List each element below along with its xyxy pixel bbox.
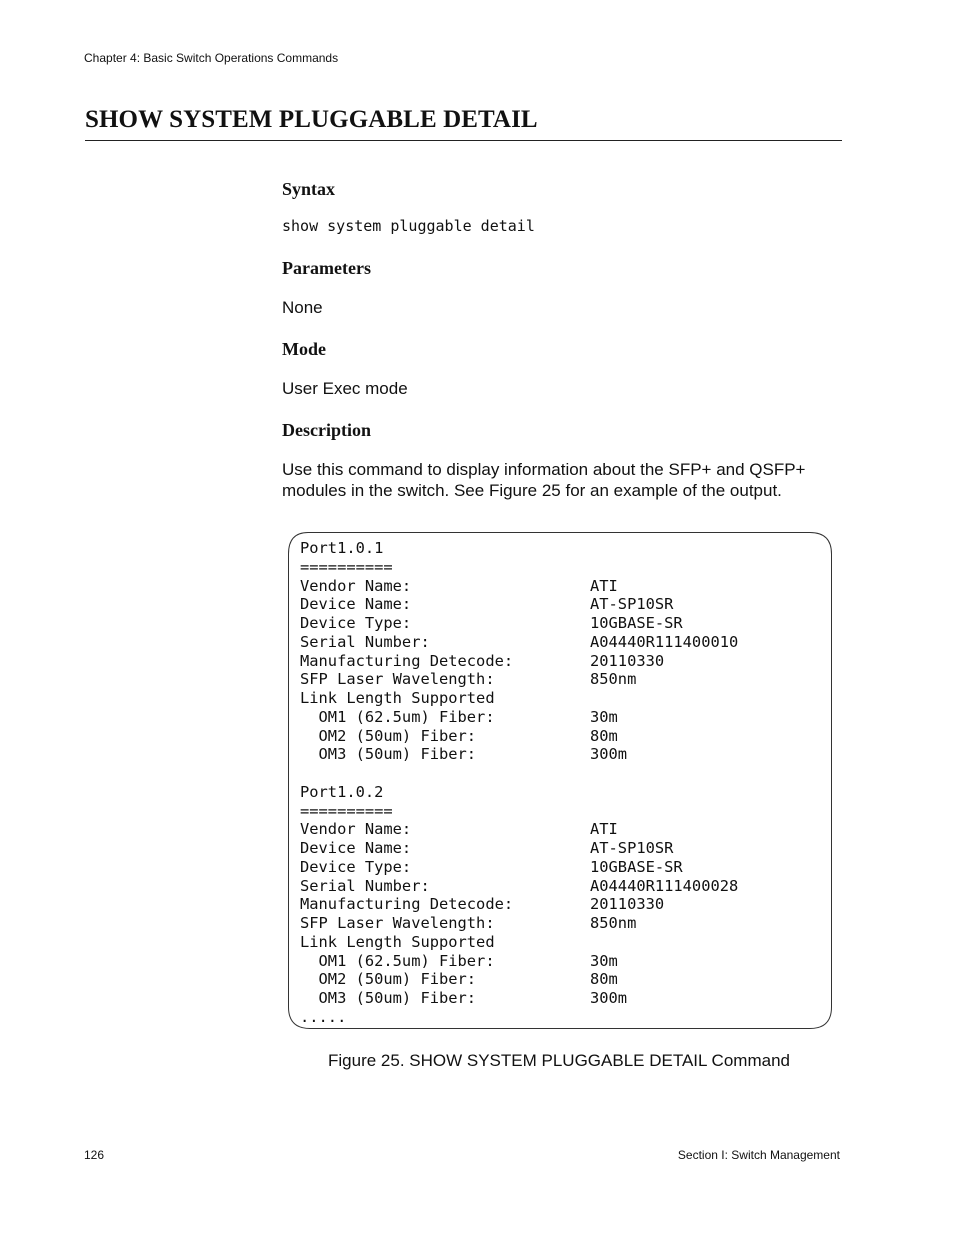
page-title: SHOW SYSTEM PLUGGABLE DETAIL	[85, 106, 538, 133]
output-value: AT-SP10SR	[590, 595, 674, 614]
output-line	[300, 802, 738, 821]
output-line	[300, 970, 738, 989]
output-line	[300, 895, 738, 914]
output-value: 300m	[590, 989, 628, 1007]
output-value: 80m	[590, 970, 618, 989]
output-line	[300, 877, 738, 896]
output-key: OM2 (50um) Fiber:	[300, 726, 477, 745]
output-value: 20110330	[590, 895, 665, 914]
output-line	[300, 914, 738, 933]
output-key: ==========	[300, 557, 393, 576]
output-value: ATI	[590, 576, 618, 595]
output-line	[300, 577, 738, 596]
output-value: 300m	[590, 745, 628, 764]
output-value: 20110330	[590, 651, 665, 670]
output-value: ATI	[590, 820, 618, 839]
output-line	[300, 952, 738, 971]
output-line	[300, 689, 738, 708]
chapter-header: Chapter 4: Basic Switch Operations Commands	[84, 51, 339, 65]
output-value: 850nm	[590, 670, 637, 689]
output-line	[300, 614, 738, 633]
output-line	[300, 727, 738, 746]
output-value: 80m	[590, 726, 618, 745]
output-line	[300, 670, 738, 689]
output-key: OM3 (50um) Fiber:	[300, 989, 477, 1007]
output-line	[300, 595, 738, 614]
mode-heading: Mode	[282, 339, 326, 359]
output-key: Vendor Name:	[300, 576, 412, 595]
output-value: A04440R111400010	[590, 632, 739, 651]
output-line	[300, 764, 738, 783]
syntax-command: show system pluggable detail	[282, 217, 535, 235]
output-key: Serial Number:	[300, 876, 430, 895]
output-key: .....	[300, 1007, 347, 1026]
output-key: Manufacturing Detecode:	[300, 651, 514, 670]
output-value: A04440R111400028	[590, 876, 739, 895]
output-line	[300, 652, 738, 671]
output-value: 30m	[590, 951, 618, 970]
description-line-2: modules in the switch. See Figure 25 for an example of the output.	[282, 481, 782, 500]
parameters-text: None	[282, 298, 323, 317]
output-key: ==========	[300, 801, 393, 820]
output-line	[300, 858, 738, 877]
output-key: Device Name:	[300, 595, 412, 614]
output-line	[300, 933, 738, 952]
output-key: Manufacturing Detecode:	[300, 895, 514, 914]
command-output-figure	[288, 532, 832, 1029]
output-value: AT-SP10SR	[590, 839, 674, 857]
output-key: Device Type:	[300, 857, 412, 876]
output-key: OM2 (50um) Fiber:	[300, 970, 477, 989]
output-line	[300, 783, 738, 802]
description-text	[282, 459, 806, 501]
page-number: 126	[84, 1148, 105, 1162]
output-line	[300, 633, 738, 652]
syntax-heading: Syntax	[282, 179, 336, 199]
output-line	[300, 820, 738, 839]
mode-text: User Exec mode	[282, 379, 408, 398]
output-key: Vendor Name:	[300, 820, 412, 839]
parameters-heading: Parameters	[282, 258, 371, 278]
output-key: OM3 (50um) Fiber:	[300, 745, 477, 764]
output-key: SFP Laser Wavelength:	[300, 914, 495, 932]
output-line	[300, 708, 738, 727]
output-value: 850nm	[590, 914, 637, 932]
output-key: Device Name:	[300, 839, 412, 857]
output-listing	[300, 539, 738, 1027]
footer-section: Section I: Switch Management	[677, 1148, 840, 1162]
output-value: 30m	[590, 707, 618, 726]
output-key: Device Type:	[300, 614, 412, 632]
output-key: Link Length Supported	[300, 689, 495, 707]
figure-caption: Figure 25. SHOW SYSTEM PLUGGABLE DETAIL Command	[328, 1051, 790, 1070]
output-line	[300, 1008, 738, 1027]
description-line-1: Use this command to display information about the SFP+ and QSFP+	[282, 460, 806, 479]
output-key: Port1.0.2	[300, 782, 384, 801]
output-value: 10GBASE-SR	[590, 614, 683, 632]
title-rule	[85, 140, 842, 141]
output-key: OM1 (62.5um) Fiber:	[300, 951, 495, 970]
output-line	[300, 745, 738, 764]
output-value: 10GBASE-SR	[590, 857, 683, 876]
output-key: SFP Laser Wavelength:	[300, 670, 495, 689]
output-key: OM1 (62.5um) Fiber:	[300, 707, 495, 726]
output-line	[300, 989, 738, 1008]
output-line	[300, 558, 738, 577]
output-key: Link Length Supported	[300, 932, 495, 951]
output-key: Port1.0.1	[300, 539, 384, 557]
output-key: Serial Number:	[300, 632, 430, 651]
output-line	[300, 539, 738, 558]
description-heading: Description	[282, 420, 371, 440]
output-line	[300, 839, 738, 858]
